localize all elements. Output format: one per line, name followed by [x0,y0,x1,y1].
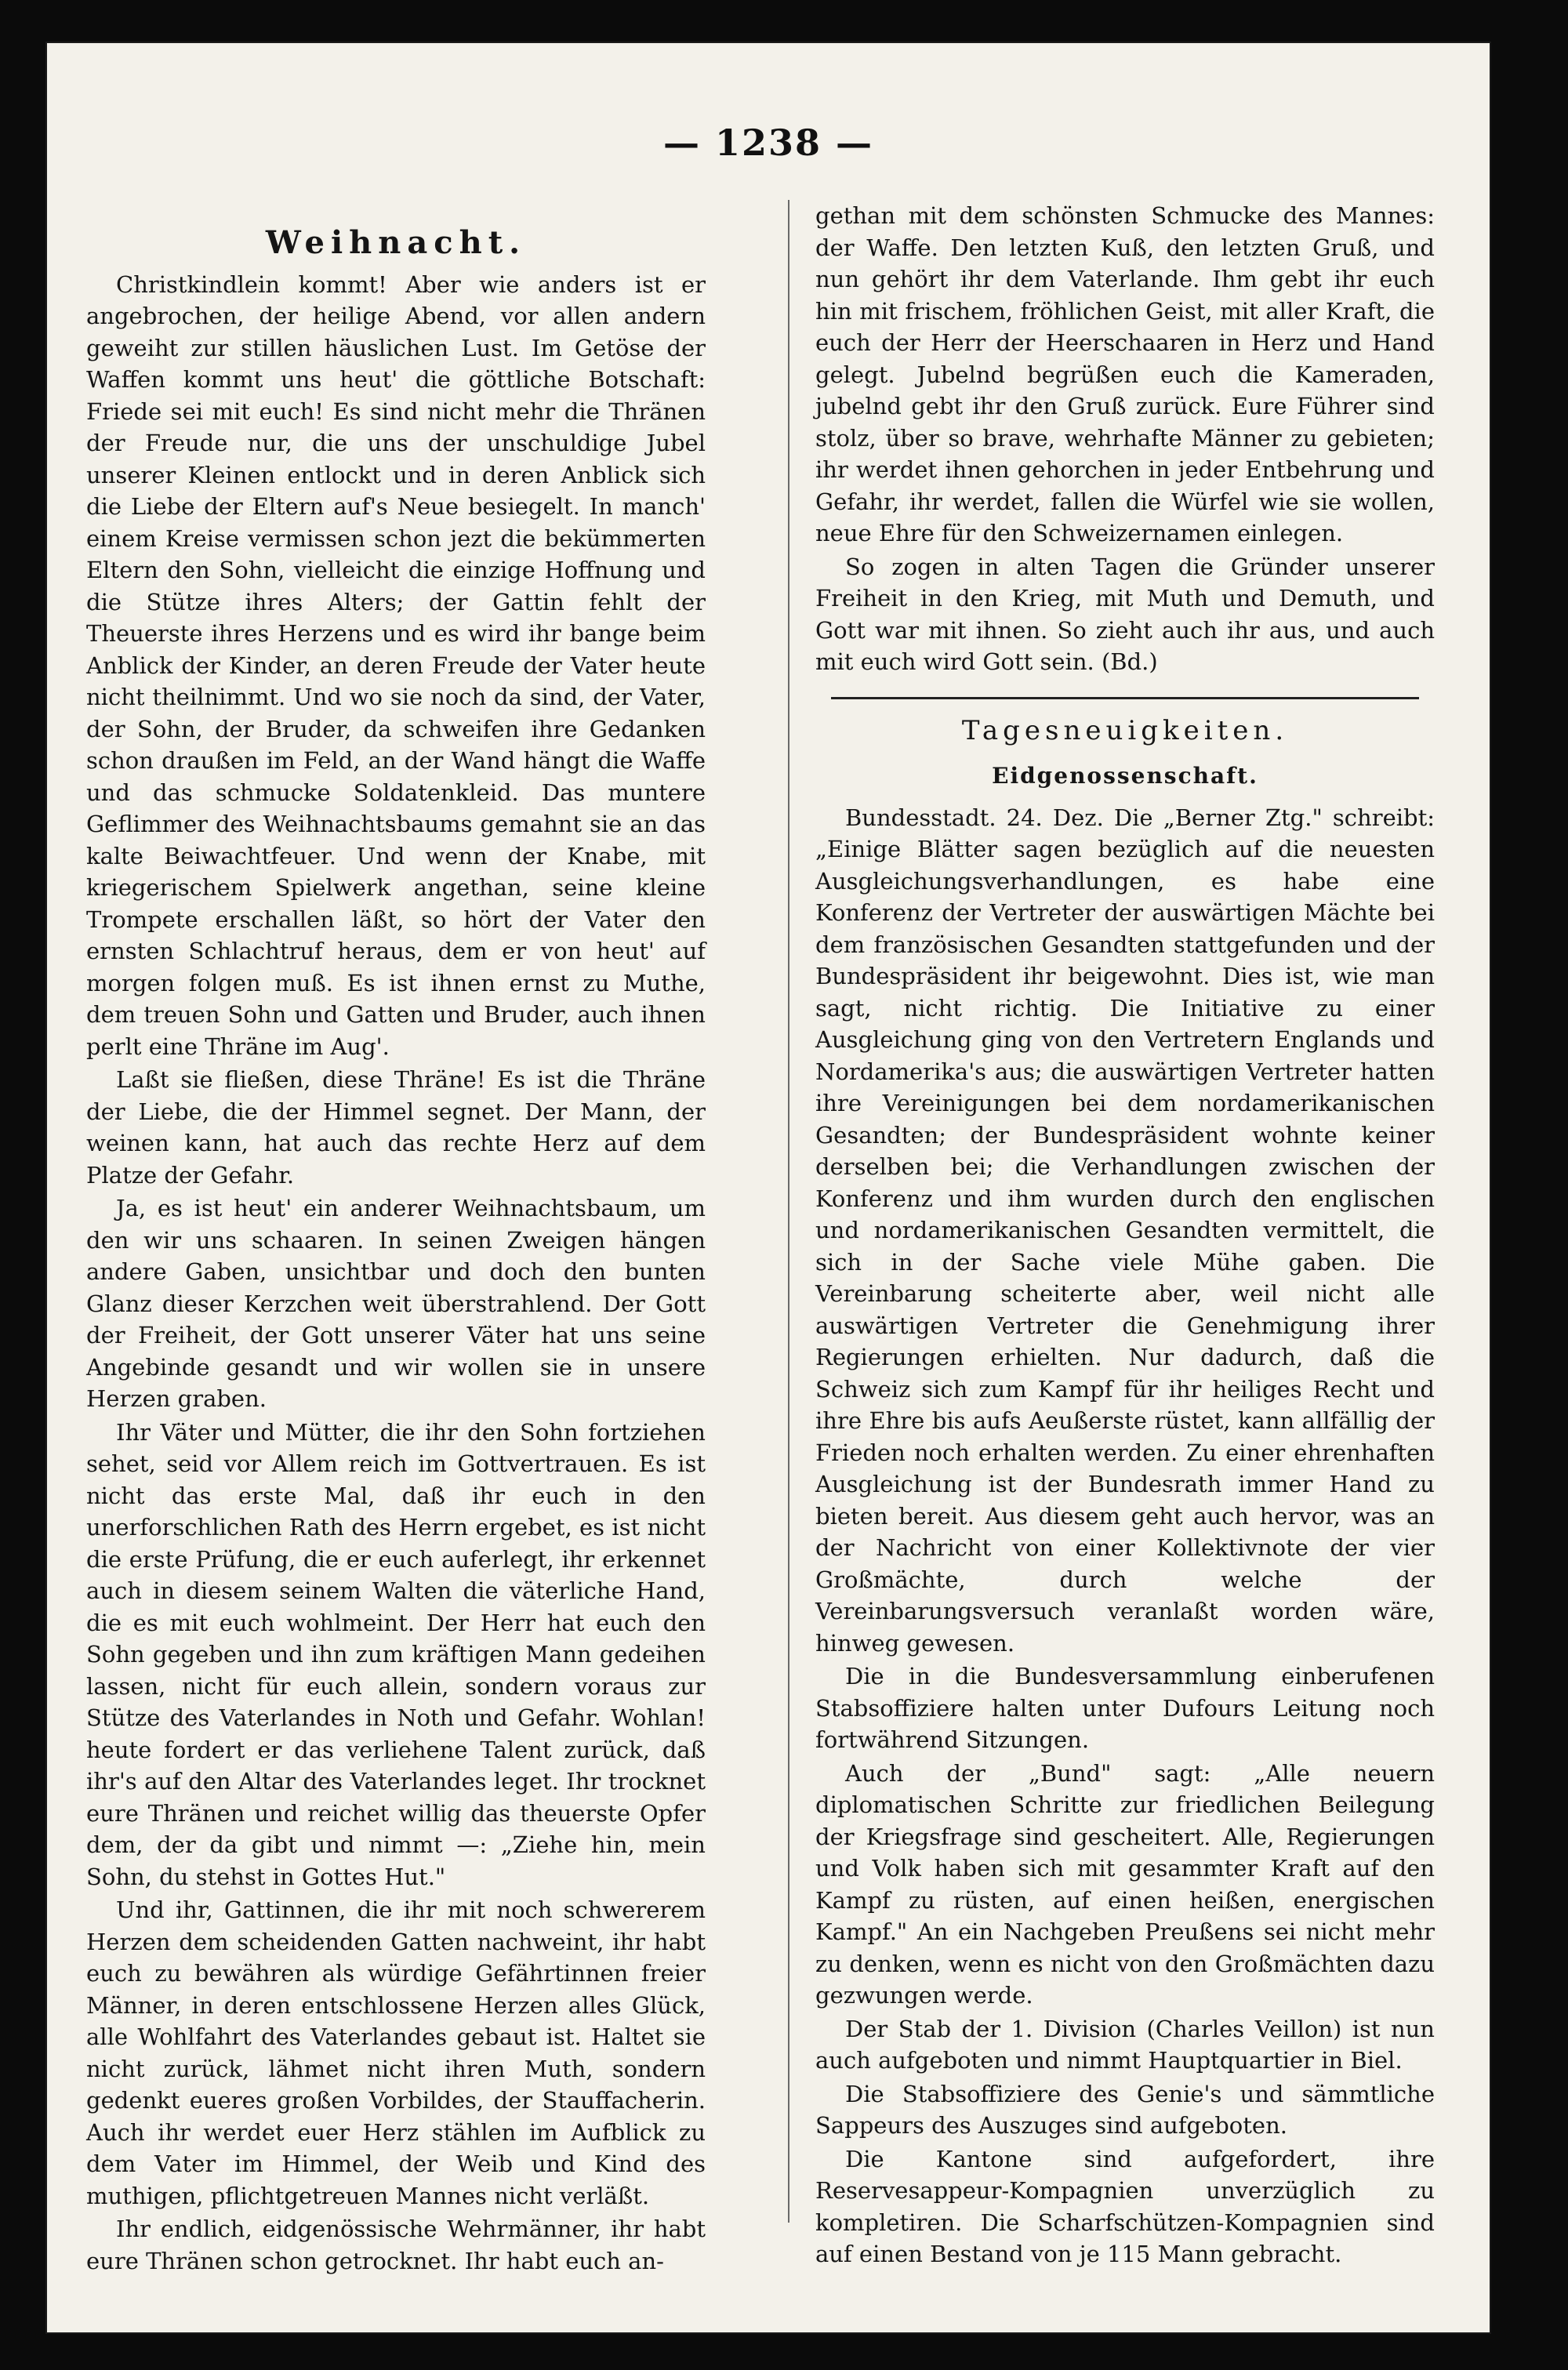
section-divider [831,697,1419,699]
news-item: Die in die Bundesversammlung einberufenen Stabsoffiziere halten unter Dufours Leitung noch fortwährend Sitzungen. [815,1663,1435,1753]
paragraph: Ja, es ist heut' ein anderer Weihnachtsbaum, um den wir uns schaaren. In seinen Zweigen hängen andere Gaben, unsichtbar und doch den bunten Glanz dieser Kerzchen weit überstrahlend. Der Gott der Freiheit, der Gott unserer Väter hat uns seine Angebinde gesandt und wir wollen sie in unsere Herzen graben. [86,1195,706,1412]
page-number: — 1238 — [662,122,874,164]
section-title: Tagesneuigkeiten. [961,714,1289,746]
paragraph: Christkindlein kommt! Aber wie anders ist er angebrochen, der heilige Abend, vor allen andern geweiht zur stillen häuslichen Lust. Im Getöse der Waffen kommt uns heut' die göttliche Botschaft: Friede sei mit euch! Es sind nicht mehr die Thränen der Freude nur, die uns der unschuldige Jubel unserer Kleinen entlockt und in deren Anblick sich die Liebe der Eltern auf's Neue besiegelt. In manch' einem Kreise vermissen schon jezt die bekümmerten Eltern den Sohn, vielleicht die einzige Hoffnung und die Stütze ihres Alters; der Gattin fehlt der Theuerste ihres Herzens und es wird ihr bange beim Anblick der Kinder, an deren Freude der Vater heute nicht theilnimmt. Und wo sie noch da sind, der Vater, der Sohn, der Bruder, da schweifen ihre Gedanken schon draußen im Feld, an der Wand hängt die Waffe und das schmucke Soldatenkleid. Das muntere Geflimmer des Weihnachtsbaums gemahnt sie an das kalte Beiwachtfeuer. Und wenn der Knabe, mit kriegerischem Spielwerk angethan, seine kleine Trompete erschallen läßt, so hört der Vater den ernsten Schlachtruf heraus, dem er von heut' auf morgen folgen muß. Es ist ihnen ernst zu Muthe, dem treuen Sohn und Gatten und Bruder, auch ihnen perlt eine Thräne im Aug'. [86,270,706,1060]
subsection-title: Eidgenossenschaft. [992,763,1258,789]
paragraph: Laßt sie fließen, diese Thräne! Es ist die Thräne der Liebe, die der Himmel segnet. Der Mann, der weinen kann, hat auch das rechte Herz auf dem Platze der Gefahr. [86,1066,706,1189]
paragraph: So zogen in alten Tagen die Gründer unserer Freiheit in den Krieg, mit Muth und Demuth, und Gott war mit ihnen. So zieht auch ihr aus, und auch mit euch wird Gott sein. (Bd.) [815,553,1435,675]
paragraph: gethan mit dem schönsten Schmucke des Mannes: der Waffe. Den letzten Kuß, den letzten Gruß, und nun gehört ihr dem Vaterlande. Ihm gebt ihr euch hin mit frischem, fröhlichen Geist, mit aller Kraft, die euch der Herr der Heerschaaren in Herz und Hand gelegt. Jubelnd begrüßen euch die Kameraden, jubelnd gebt ihr den Gruß zurück. Eure Führer sind stolz, über so brave, wehrhafte Männer zu gebieten; ihr werdet ihnen gehorchen in jeder Entbehrung und Gefahr, ihr werdet, fallen die Würfel wie sie wollen, neue Ehre für den Schweizernamen einlegen. [815,202,1435,546]
paragraph: Ihr Väter und Mütter, die ihr den Sohn fortziehen sehet, seid vor Allem reich im Gottvertrauen. Es ist nicht das erste Mal, daß ihr euch in den unerforschlichen Rath des Herrn ergebet, es ist nicht die erste Prüfung, die er euch auferlegt, ihr erkennet auch in diesem seinem Walten die väterliche Hand, die es mit euch wohlmeint. Der Herr hat euch den Sohn gegeben und ihn zum kräftigen Mann gedeihen lassen, nicht für euch allein, sondern voraus zur Stütze des Vaterlandes in Noth und Gefahr. Wohlan! heute fordert er das verliehene Talent zurück, daß ihr's auf den Altar des Vaterlandes leget. Ihr trocknet eure Thränen und reichet willig das theuerste Opfer dem, der da gibt und nimmt —: „Ziehe hin, mein Sohn, du stehst in Gottes Hut." [86,1418,706,1890]
newspaper-page [47,43,1490,2332]
news-item: Die Kantone sind aufgefordert, ihre Reservesappeur-Kompagnien unverzüglich zu kompletiren. Die Scharfschützen-Kompagnien sind auf einen Bestand von je 115 Mann gebracht. [815,2145,1435,2267]
right-column [815,200,1435,2272]
news-item: Bundesstadt. 24. Dez. Die „Berner Ztg." schreibt: „Einige Blätter sagen bezüglich auf die neuesten Ausgleichungsverhandlungen, es habe eine Konferenz der Vertreter der auswärtigen Mächte bei dem französischen Gesandten stattgefunden und der Bundespräsident ihr beigewohnt. Dies ist, wie man sagt, nicht richtig. Die Initiative zu einer Ausgleichung ging von den Vertretern Englands und Nordamerika's aus; die auswärtigen Vertreter hatten ihre Vereinigungen bei dem nordamerikanischen Gesandten; der Bundespräsident wohnte keiner derselben bei; die Verhandlungen zwischen der Konferenz und ihm wurden durch den englischen und nordamerikanischen Gesandten vermittelt, die sich in der Sache viele Mühe gaben. Die Vereinbarung scheiterte aber, weil nicht alle auswärtigen Vertreter die Genehmigung ihrer Regierungen erhielten. Nur dadurch, daß die Schweiz sich zum Kampf für ihr heiliges Recht und ihre Ehre bis aufs Aeußerste rüstet, kann allfällig der Frieden noch erhalten werden. Zu einer ehrenhaften Ausgleichung ist der Bundesrath immer Hand zu bieten bereit. Aus diesem geht auch hervor, was an der Nachricht von einer Kollektivnote der vier Großmächte, durch welche der Vereinbarungsversuch veranlaßt worden wäre, hinweg gewesen. [815,804,1435,1657]
news-item: Der Stab der 1. Division (Charles Veillon) ist nun auch aufgeboten und nimmt Hauptquartier in Biel. [815,2015,1435,2074]
paragraph: Und ihr, Gattinnen, die ihr mit noch schwererem Herzen dem scheidenden Gatten nachweint, ihr habt euch zu bewähren als würdige Gefährtinnen freier Männer, in deren entschlossene Herzen alles Glück, alle Wohlfahrt des Vaterlandes gebaut ist. Haltet sie nicht zurück, lähmet nicht ihren Muth, sondern gedenkt eueres großen Vorbildes, der Stauffacherin. Auch ihr werdet euer Herz stählen im Aufblick zu dem Vater im Himmel, der Weib und Kind des muthigen, pflichtgetreuen Mannes nicht verläßt. [86,1896,706,2209]
paragraph: Ihr endlich, eidgenössische Wehrmänner, ihr habt eure Thränen schon getrocknet. Ihr habt euch an- [86,2216,706,2274]
news-item: Die Stabsoffiziere des Genie's und sämmtliche Sappeurs des Auszuges sind aufgeboten. [815,2080,1435,2139]
left-column [86,224,706,2278]
news-item: Auch der „Bund" sagt: „Alle neuern diplomatischen Schritte zur friedlichen Beilegung der Kriegsfrage sind gescheitert. Alle, Regierungen und Volk haben sich mit gesammter Kraft auf den Kampf zu rüsten, auf einen heißen, energischen Kampf." An ein Nachgeben Preußens sei nicht mehr zu denken, wenn es nicht von den Großmächten dazu gezwungen werde. [815,1759,1435,2009]
article-title: Weihnacht. [265,224,527,261]
column-divider [788,200,789,2223]
